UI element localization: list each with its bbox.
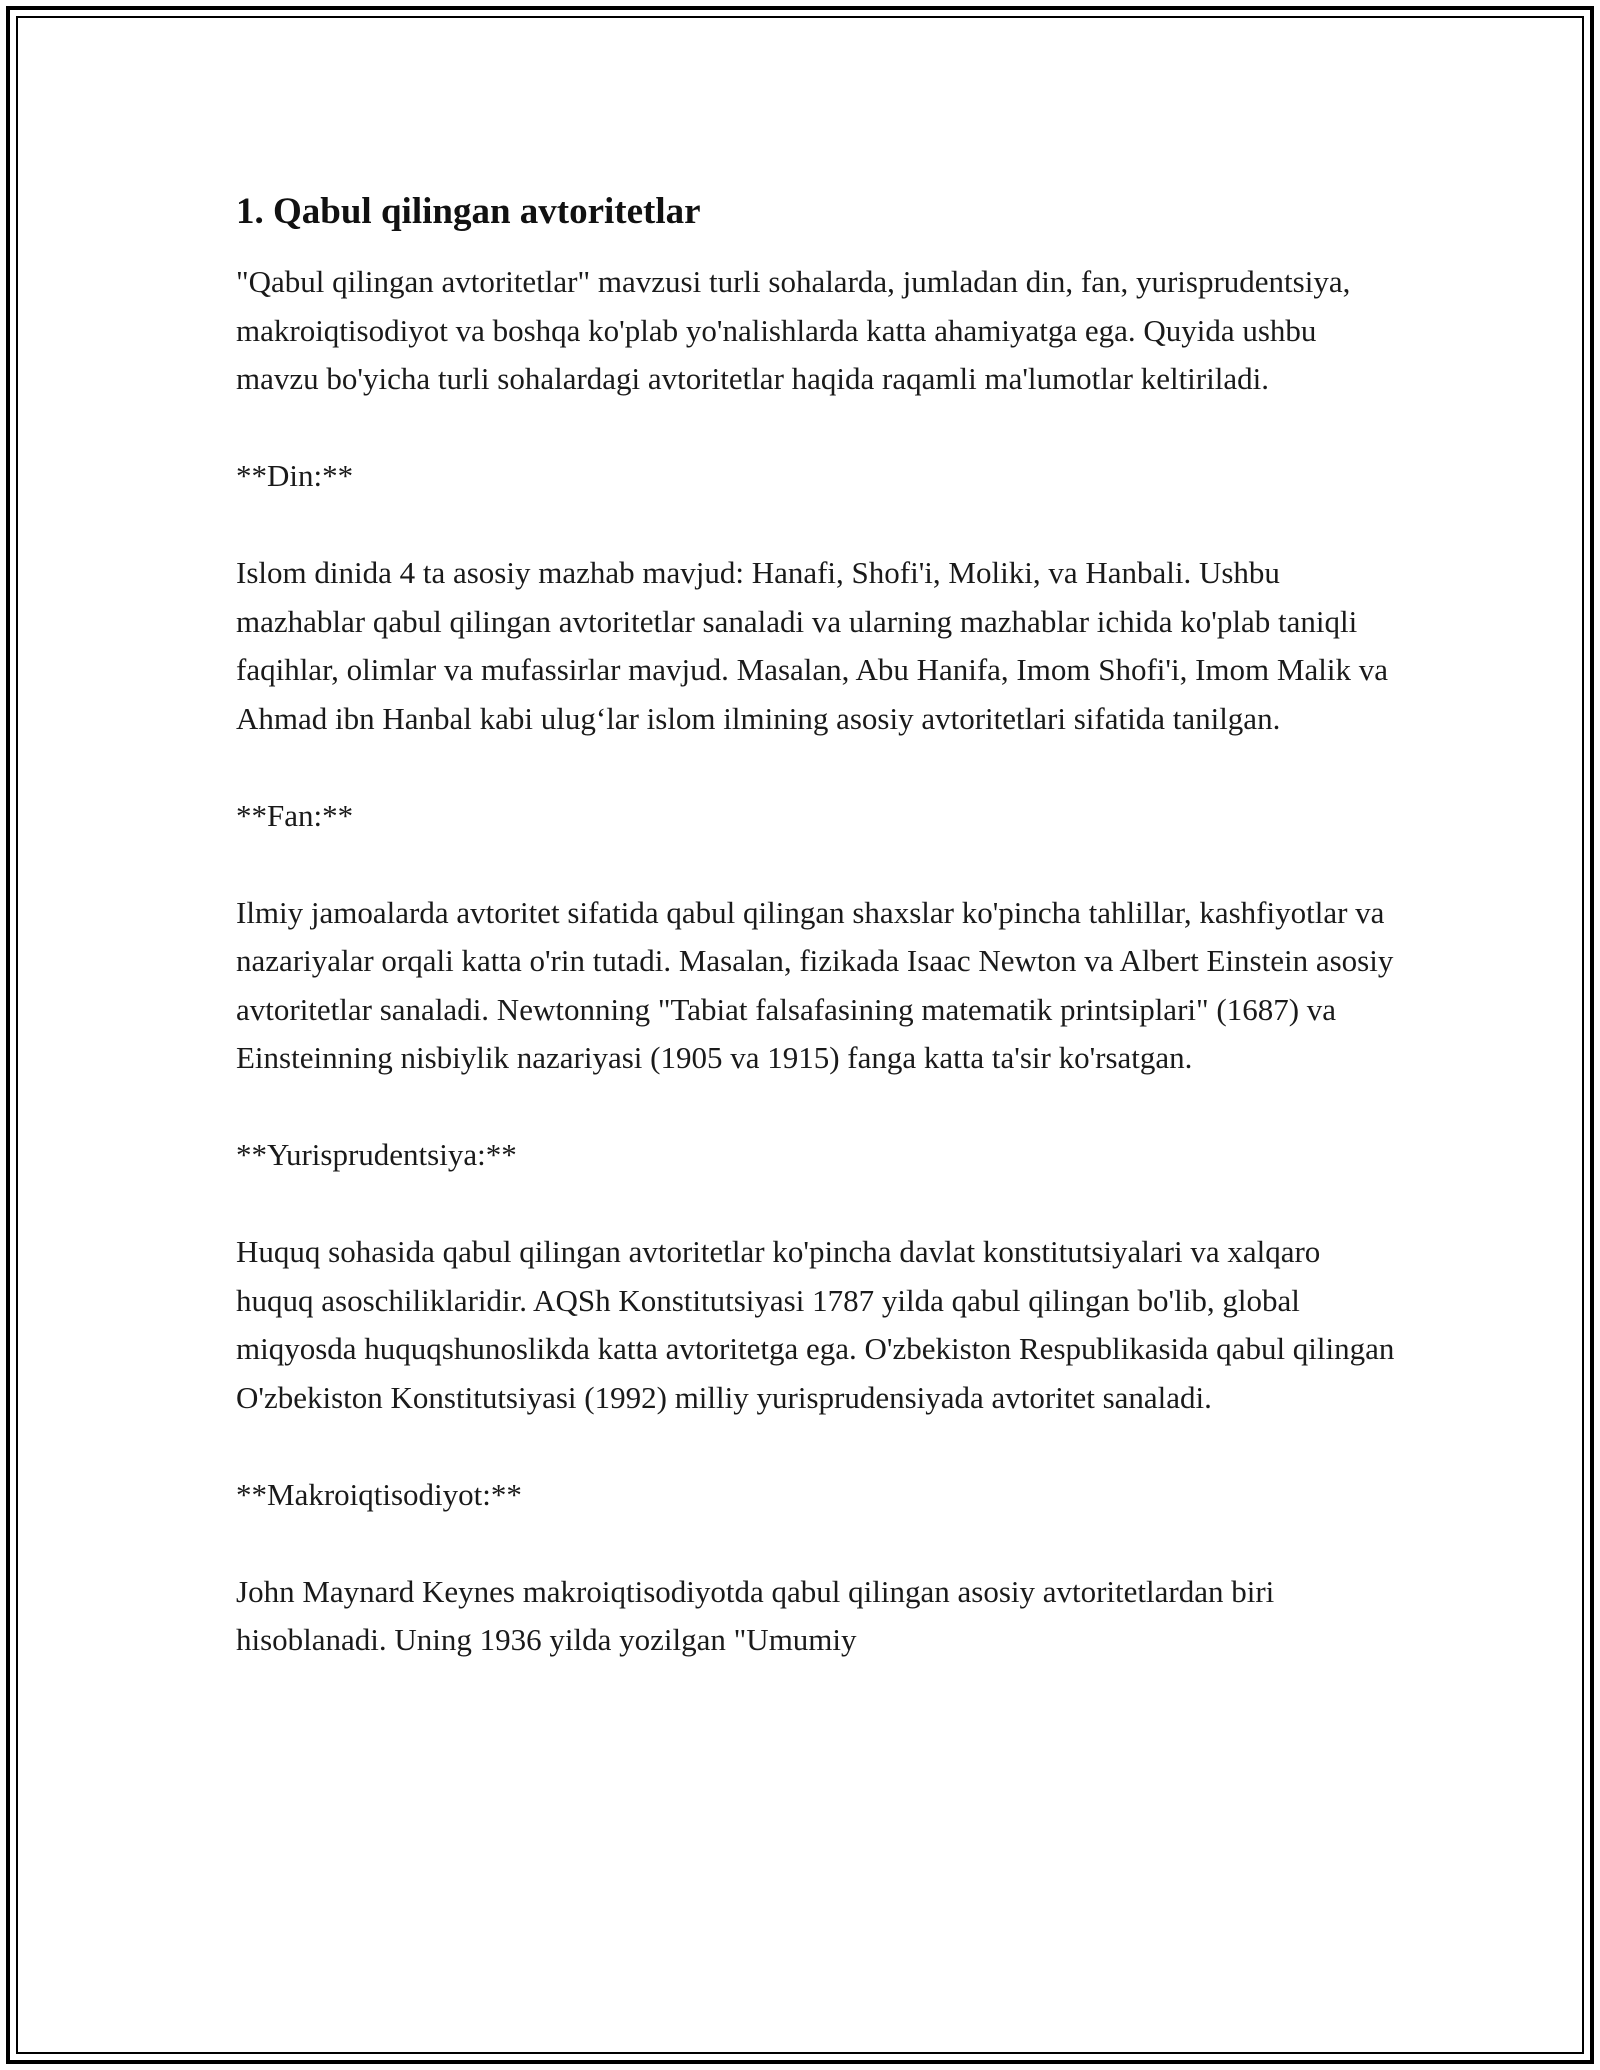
makroiqtisodiyot-paragraph: John Maynard Keynes makroiqtisodiyotda qabul qilingan asosiy avtoritetlardan biri hisoblanadi. Uning 1936 yilda yozilgan "Umumiy	[236, 1573, 1275, 1657]
din-paragraph: Islom dinida 4 ta asosiy mazhab mavjud: Hanafi, Shofi'i, Moliki, va Hanbali. Ushbu mazhablar qabul qilingan avtoritetlar sanaladi va ularning mazhablar ichida ko'plab taniqli faqihlar, olimlar va mufassirlar mavjud. Masalan, Abu Hanifa, Imom Shofi'i, Imom Malik va Ahmad ibn Hanbal kabi ulug‘lar islom ilmining asosiy avtoritetlari sifatida tanilgan.	[236, 555, 1388, 736]
fan-paragraph: Ilmiy jamoalarda avtoritet sifatida qabul qilingan shaxslar ko'pincha tahlillar, kashfiyotlar va nazariyalar orqali katta o'rin tutadi. Masalan, fizikada Isaac Newton va Albert Einstein asosiy avtoritetlar sanaladi. Newtonning "Tabiat falsafasining matematik printsiplari" (1687) va Einsteinning nisbiylik nazariyasi (1905 va 1915) fanga katta ta'sir ko'rsatgan.	[236, 894, 1394, 1075]
yurisprudentsiya-subheading: **Yurisprudentsiya:**	[236, 1137, 517, 1172]
document-body	[236, 188, 1396, 1665]
makroiqtisodiyot-subheading: **Makroiqtisodiyot:**	[236, 1476, 522, 1512]
section-heading: 1. Qabul qilingan avtoritetlar	[236, 191, 701, 232]
yurisprudentsiya-paragraph: Huquq sohasida qabul qilingan avtoritetlar ko'pincha davlat konstitutsiyalari va xalqaro huquq asoschiliklaridir. AQSh Konstitutsiyasi 1787 yilda qabul qilingan bo'lib, global miqyosda huquqshunoslikda katta avtoritetga ega. O'zbekiston Respublikasida qabul qilingan O'zbekiston Konstitutsiyasi (1992) milliy yurisprudensiyada avtoritet sanaladi.	[236, 1234, 1395, 1415]
din-subheading: **Din:**	[236, 458, 354, 493]
intro-paragraph: "Qabul qilingan avtoritetlar" mavzusi turli sohalarda, jumladan din, fan, yurisprudentsiya, makroiqtisodiyot va boshqa ko'plab yo'nalishlarda katta ahamiyatga ega. Quyida ushbu mavzu bo'yicha turli sohalardagi avtoritetlar haqida raqamli ma'lumotlar keltiriladi.	[236, 264, 1351, 396]
fan-subheading: **Fan:**	[236, 797, 354, 833]
